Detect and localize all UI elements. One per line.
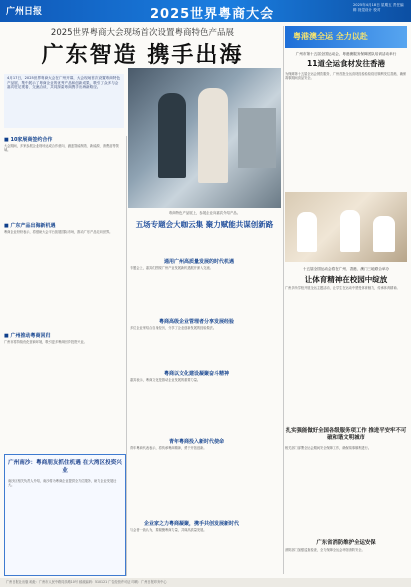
right-headline: 广东省消防维护全运安保 [316, 540, 376, 546]
section-body: 广州市将持续优化营商环境，吸引更多粤商回乡投资兴业。 [4, 340, 87, 344]
sidebar-box [4, 454, 126, 576]
lead-photo-caption: 粤商特色产品展上，参展企业向嘉宾介绍产品。 [168, 211, 241, 215]
photo-display [238, 108, 276, 168]
right-banner-text: 粤港澳全运 全力以赴 [293, 32, 368, 41]
block-heading: 粤商高级企业管理者分享发展经验 [159, 319, 235, 325]
block-heading: 企业家之力粤商凝聚，携手共创发展新时代 [144, 521, 240, 527]
newspaper-logo: 广州日报 [6, 7, 43, 17]
right-headline: 让体育精神在校园中绽放 [304, 275, 388, 284]
section-heading: ■ 广东产品出海新机遇 [4, 223, 56, 229]
section-heading: ■ 广州推动粤商回归 [4, 333, 51, 339]
center-subheadline: 五场专题会大咖云集 聚力赋能共谋创新路 [135, 220, 274, 229]
section-heading: ■ 10家展商签约合作 [4, 137, 53, 143]
block-body: 嘉宾表示，粤商文化是推动企业发展的重要力量。 [130, 378, 201, 382]
sidebar-box-text: 南沙区相关负责人介绍，南沙将为粤商企业提供全方位服务，助力企业发展壮大。 [8, 479, 117, 488]
right-body: 为保障第十五届全运会餐饮服务，广州首批全运食材经检验检疫后顺利发往香港，确保赛事期间食品安全。 [285, 72, 407, 81]
photo-person [297, 212, 317, 252]
masthead [0, 0, 411, 22]
block-body: 与会者一致认为，要凝聚粤商力量，共谋高质量发展。 [130, 528, 207, 532]
right-photo [285, 192, 407, 262]
lead-photo [128, 68, 281, 208]
lead-kicker: 2025世界粤商大会现场首次设置粤商特色产品展 [50, 28, 235, 38]
section-body: 大会期间，多家参展企业现场达成合作意向，涵盖智能制造、新能源、消费品等领域。 [4, 144, 119, 153]
lead-intro-text: 4月17日，2025世界粤商大会在广州开幕，大会现场首次设置粤商特色产品展，集中展示了粤商企业的优秀产品和创新成果，吸引了众多与会嘉宾驻足观看、交流洽谈，共同探索粤商携手出海新路径。 [7, 76, 121, 90]
section-body: 粤商企业纷纷表示，将借助大会平台拓展国际市场，推动广东产品走向世界。 [4, 230, 113, 234]
right-body: 消防部门加强巡查检查，全力保障全运会场馆消防安全。 [285, 548, 365, 552]
block-heading: 青年粤商投入新时代使命 [169, 439, 225, 445]
right-kicker: 广州市第十五届全国运动会，粤港澳服务保障团队培训活动举行 [295, 52, 397, 56]
lead-headline: 广东智造 携手出海 [41, 43, 244, 68]
photo-person [340, 210, 360, 252]
masthead-info: 2025年4月18日 星期五 责任编辑 视觉设计 校对 [353, 3, 404, 12]
photo-person [373, 216, 395, 252]
block-heading: 通用广州高质量发展的时代机遇 [164, 259, 235, 265]
right-headline: 11道全运食材发往香港 [307, 59, 385, 68]
block-body: 多位企业家结合自身经历，分享了企业创新发展的经验做法。 [130, 326, 217, 330]
photo-person [158, 93, 186, 178]
right-body: 相关部门部署全运会期间安全保障工作，确保赛事顺利进行。 [285, 446, 372, 450]
photo-person [198, 88, 228, 183]
sidebar-box-title: 广州南沙：粤商朋友抓住机遇 在大湾区投资兴业 [8, 460, 122, 474]
block-heading: 粤商以文化建设凝聚奋斗精神 [164, 371, 230, 377]
lead-intro-box [4, 74, 124, 128]
right-kicker: 十五届全国运动会将在广州、香港、澳门三地联合举办 [302, 267, 390, 271]
block-body: 青年粤商代表表示，将传承粤商精神，勇于开拓创新。 [130, 446, 207, 450]
right-body: 广州多所学校开展全运主题活动，让学生在运动中感受体育魅力，传承体育精神。 [285, 286, 400, 290]
right-banner [285, 26, 407, 48]
block-body: 专题会上，嘉宾们围绕广州产业发展新机遇展开深入交流。 [130, 266, 213, 270]
masthead-title: 2025世界粤商大会 [150, 7, 275, 22]
right-headline: 扎实强能做好全国各级服务项工作 推进平安牢不可破和谐文明城市 [285, 428, 407, 441]
page-footer: 广州日报社出版 地址：广州市人民中路同乐路10号 邮政编码：510121 广告经营许可证 印刷：广州日报印务中心 [0, 578, 411, 587]
